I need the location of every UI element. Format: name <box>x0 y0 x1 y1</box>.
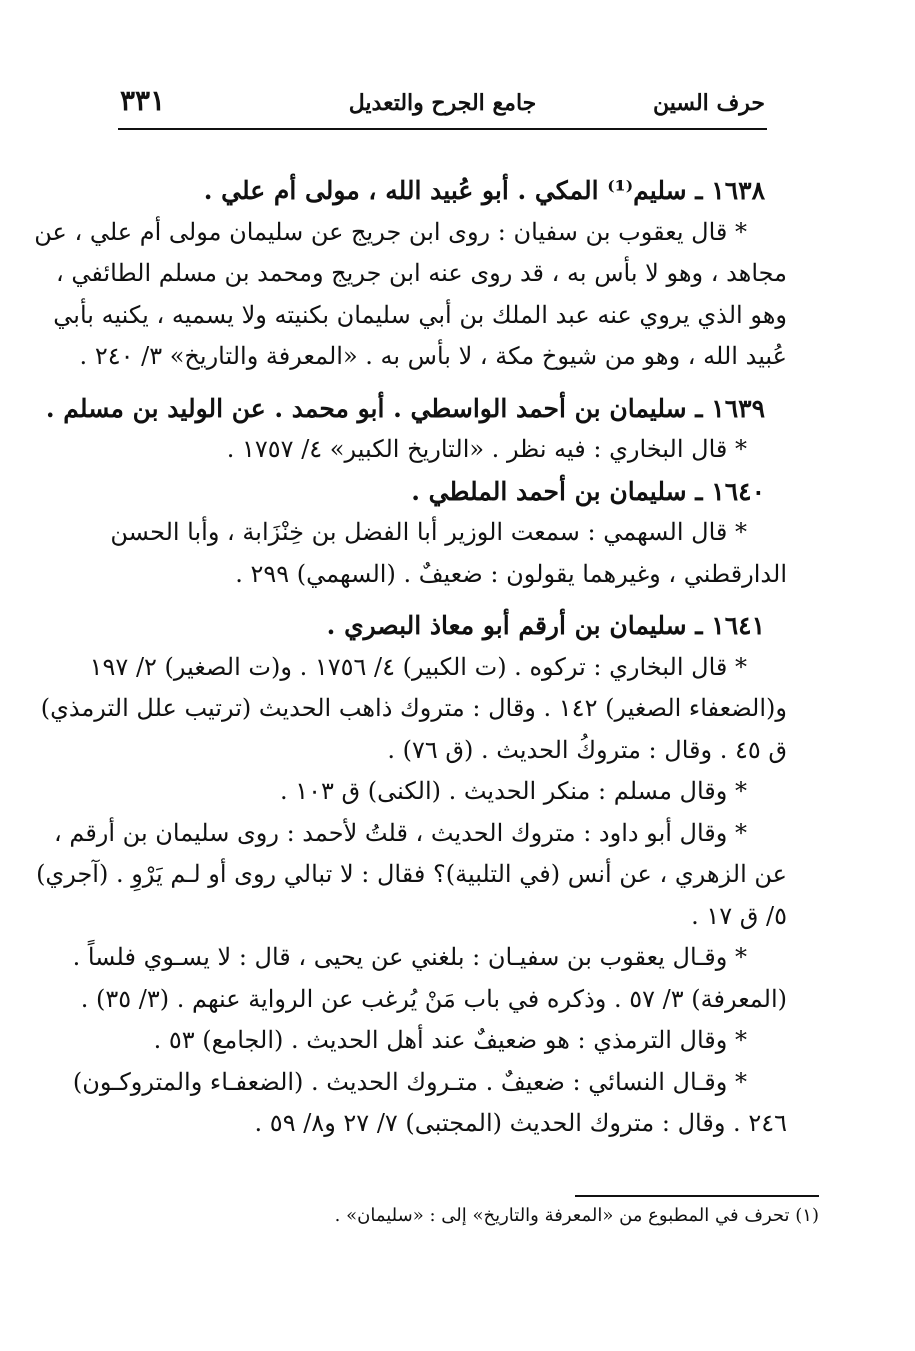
entry-heading: ١٦٤٠ ـ سليمان بن أحمد الملطي . <box>411 476 765 506</box>
page-header <box>120 80 765 124</box>
text-line: وهو الذي يروي عنه عبد الملك بن أبي سليمان بكنيته ولا يسميه ، يكنيه بأبي <box>53 300 787 329</box>
text-line: * وقال مسلم : منكر الحديث . (الكنى) ق ١٠٣ . <box>279 777 747 805</box>
text-line: و(الضعفاء الصغير) ١٤٢ . وقال : متروك ذاهب الحديث (ترتيب علل الترمذي) <box>40 694 787 722</box>
entry-heading: ١٦٣٩ ـ سليمان بن أحمد الواسطي . أبو محمد . عن الوليد بن مسلم . <box>45 393 765 423</box>
chapter-title: حرف السين <box>652 90 765 116</box>
text-line: * وقال الترمذي : هو ضعيفٌ عند أهل الحديث . (الجامع) ٥٣ . <box>153 1026 747 1054</box>
text-line: ق ٤٥ . وقال : متروكُ الحديث . (ق ٧٦) . <box>387 735 787 764</box>
paragraph-gap <box>126 378 787 388</box>
text-line: * قال البخاري : تركوه . (ت الكبير) ٤/ ١٧٥٦ . و(ت الصغير) ٢/ ١٩٧ <box>89 652 747 681</box>
book-title: جامع الجرح والتعديل <box>348 90 537 116</box>
text-line: * قال السهمي : سمعت الوزير أبا الفضل بن خِنْزَابة ، وأبا الحسن <box>110 518 747 546</box>
paragraph-gap <box>126 595 787 605</box>
page-body <box>34 170 787 1145</box>
text-line: عُبيد الله ، وهو من شيوخ مكة ، لا بأس به . «المعرفة والتاريخ» ٣/ ٢٤٠ . <box>79 342 787 370</box>
footnote-rule <box>575 1195 819 1197</box>
text-line: (المعرفة) ٣/ ٥٧ . وذكره في باب مَنْ يُرغب عن الرواية عنهم . (٣/ ٣٥) . <box>80 984 787 1013</box>
text-line: ٢٤٦ . وقال : متروك الحديث (المجتبى) ٧/ ٢٧ و٨/ ٥٩ . <box>254 1109 787 1137</box>
text-line: * قال يعقوب بن سفيان : روى ابن جريج عن سليمان مولى أم علي ، عن <box>34 217 747 246</box>
page-number: ٣٣١ <box>120 84 166 117</box>
text-line: * وقال أبو داود : متروك الحديث ، قلتُ لأحمد : روى سليمان بن أرقم ، <box>53 818 747 847</box>
entry-heading: ١٦٤١ ـ سليمان بن أرقم أبو معاذ البصري . <box>326 611 765 640</box>
text-line: الدارقطني ، وغيرهما يقولون : ضعيفٌ . (السهمي) ٢٩٩ . <box>235 559 787 588</box>
entry-heading: ١٦٣٨ ـ سليم⁽¹⁾ المكي . أبو عُبيد الله ، مولى أم علي . <box>203 176 765 205</box>
footnote: (١) تحرف في المطبوع من «المعرفة والتاريخ» إلى : «سليمان» . <box>334 1205 819 1226</box>
text-line: * قال البخاري : فيه نظر . «التاريخ الكبير» ٤/ ١٧٥٧ . <box>226 435 747 463</box>
header-rule <box>118 128 767 130</box>
text-line: ٥/ ق ١٧ . <box>691 901 787 930</box>
text-line: * وقـال يعقوب بن سفيـان : بلغني عن يحيى ، قال : لا يسـوي فلساً . <box>72 943 747 971</box>
text-line: * وقـال النسائي : ضعيفٌ . متـروك الحديث . (الضعفـاء والمتروكـون) <box>72 1067 747 1096</box>
text-line: مجاهد ، وهو لا بأس به ، قد روى عنه ابن جريج ومحمد بن مسلم الطائفي ، <box>55 259 787 287</box>
text-line: عن الزهري ، عن أنس (في التلبية)؟ فقال : لا تبالي روى أو لـم يَرْوِ . (آجري) <box>36 860 787 888</box>
